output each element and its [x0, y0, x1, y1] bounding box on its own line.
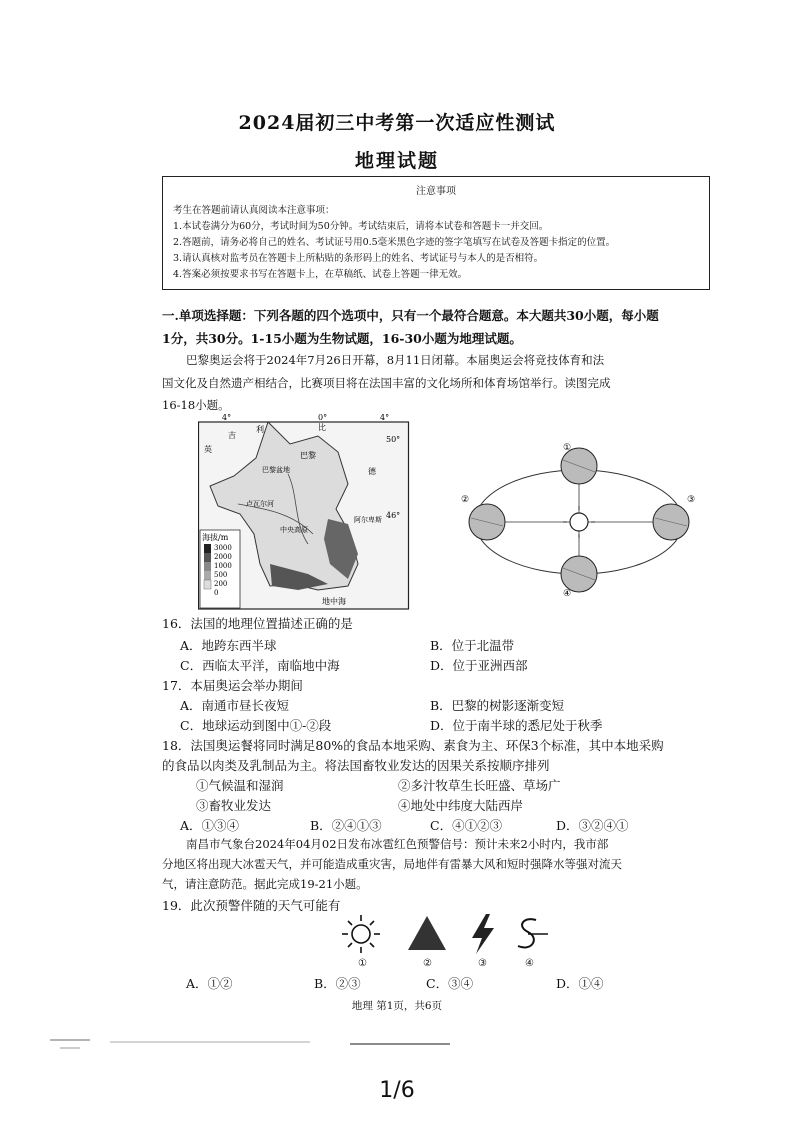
passage-text: 国文化及自然遗产相结合，比赛项目将在法国丰富的文化场所和体育场馆举行。读图完成 [162, 376, 611, 390]
q16-option-a[interactable]: A．地跨东西半球 [180, 638, 277, 653]
q16-option-d[interactable]: D．位于亚洲西部 [430, 658, 528, 673]
map-legend-title: 海拔/m [202, 533, 229, 542]
passage-text: 巴黎奥运会将于2024年7月26日开幕，8月11日闭幕。本届奥运会将竞技体育和法 [186, 353, 605, 367]
map-place-label: 英 [204, 445, 212, 454]
weather-icon-number: ② [423, 958, 432, 969]
q19-option-b[interactable]: B．②③ [314, 976, 361, 991]
map-lon-label: 4° [380, 414, 390, 422]
notice-box [162, 176, 710, 290]
france-map [198, 414, 410, 610]
q17-option-c[interactable]: C．地球运动到图中①-②段 [180, 718, 332, 733]
passage-text: 分地区将出现大冰雹天气，并可能造成重灾害，局地伴有雷暴大风和短时强降水等强对流天 [162, 857, 622, 871]
q17-option-d[interactable]: D．位于南半球的悉尼处于秋季 [430, 718, 603, 733]
q18-item: ③畜牧业发达 [196, 798, 272, 813]
notice-line: 2.答题前，请务必将自己的姓名、考试证号用0.5毫米黑色字迹的签字笔填写在试卷及答题卡指定的位置。 [173, 237, 616, 248]
notice-line: 4.答案必须按要求书写在答题卡上，在草稿纸、试卷上答题一律无效。 [173, 269, 468, 280]
hail-weather-icon [406, 912, 448, 956]
map-place-label: 阿尔卑斯 [354, 516, 382, 524]
q17-option-a[interactable]: A．南通市昼长夜短 [180, 698, 290, 713]
map-lat-label: 46° [386, 511, 401, 520]
map-place-label: 卢瓦尔河 [246, 500, 274, 508]
q18-item: ④地处中纬度大陆西岸 [398, 798, 524, 813]
earth-orbit-diagram [455, 440, 703, 598]
q18-option-c[interactable]: C．④①②③ [430, 818, 503, 833]
thunderstorm-weather-icon [462, 912, 504, 956]
section-intro: 1分，共30分。1-15小题为生物试题，16-30小题为地理试题。 [162, 331, 522, 346]
orbit-position-label: ① [563, 443, 572, 453]
sun-icon [570, 513, 588, 531]
map-place-label: 中央高原 [280, 526, 308, 534]
q19-option-c[interactable]: C．③④ [426, 976, 474, 991]
page-indicator: 1/6 [379, 1078, 415, 1103]
q16-option-c[interactable]: C．西临太平洋，南临地中海 [180, 658, 340, 673]
q18-option-d[interactable]: D．③②④① [556, 818, 629, 833]
notice-line: 考生在答题前请认真阅读本注意事项： [173, 205, 335, 216]
passage-text: 气，请注意防范。据此完成19-21小题。 [162, 877, 368, 891]
q16-option-b[interactable]: B．位于北温带 [430, 638, 515, 653]
q18-item: ①气候温和湿润 [196, 778, 284, 793]
q18-option-a[interactable]: A．①③④ [180, 818, 240, 833]
map-place-label: 地中海 [322, 597, 346, 606]
map-place-label: 利 [256, 425, 264, 434]
map-legend-value: 1000 [214, 562, 232, 570]
map-place-label: 巴黎 [300, 451, 316, 460]
exam-subtitle: 地理试题 [354, 150, 439, 172]
map-place-label: 德 [368, 467, 376, 476]
passage-text: 16-18小题。 [162, 398, 230, 412]
map-place-label: 比 [318, 423, 326, 432]
weather-icon-number: ① [358, 958, 367, 969]
map-lat-label: 50° [386, 435, 401, 444]
notice-line: 3.请认真核对监考员在答题卡上所粘贴的条形码上的姓名、考试证号与本人的是否相符。 [173, 253, 544, 264]
notice-line: 1.本试卷满分为60分，考试时间为50分钟。考试结束后，请将本试卷和答题卡一并交回。 [173, 221, 549, 232]
question-18-stem: 18．法国奥运餐将同时满足80%的食品本地采购、素食为主、环保3个标准，其中本地采购 [162, 738, 664, 753]
weather-icon-number: ④ [525, 958, 534, 969]
section-intro: 一.单项选择题：下列各题的四个选项中，只有一个最符合题意。本大题共30小题，每小题 [162, 308, 659, 323]
map-legend-value: 3000 [214, 544, 232, 552]
map-lon-label: 4° [222, 414, 232, 422]
q18-item: ②多汁牧草生长旺盛、草场广 [398, 778, 561, 793]
map-lon-label: 0° [318, 414, 328, 422]
map-legend-value: 200 [214, 580, 228, 588]
map-legend-value: 2000 [214, 553, 232, 561]
q19-option-d[interactable]: D．①④ [556, 976, 604, 991]
q18-option-b[interactable]: B．②④①③ [310, 818, 382, 833]
question-19-stem: 19．此次预警伴随的天气可能有 [162, 898, 341, 913]
map-legend-value: 500 [214, 571, 228, 579]
scan-artifact [50, 1034, 500, 1054]
question-17-stem: 17．本届奥运会举办期间 [162, 678, 303, 693]
notice-heading: 注意事项 [416, 186, 456, 197]
page-footer: 地理 第1页，共6页 [351, 1000, 443, 1012]
question-18-stem: 的食品以肉类及乳制品为主。将法国畜牧业发达的因果关系按顺序排列 [162, 758, 550, 773]
orbit-position-label: ② [461, 495, 470, 505]
passage-text: 南昌市气象台2024年04月02日发布冰雹红色预警信号：预计未来2小时内，我市部 [186, 837, 609, 851]
map-legend-value: 0 [214, 589, 219, 597]
question-16-stem: 16．法国的地理位置描述正确的是 [162, 616, 353, 631]
q17-option-b[interactable]: B．巴黎的树影逐渐变短 [430, 698, 565, 713]
orbit-position-label: ③ [687, 495, 696, 505]
map-place-label: 吉 [228, 431, 236, 440]
sandstorm-weather-icon [508, 912, 550, 956]
exam-title: 2024届初三中考第一次适应性测试 [238, 112, 556, 134]
weather-icon-number: ③ [478, 958, 487, 969]
q19-option-a[interactable]: A．①② [186, 976, 233, 991]
orbit-position-label: ④ [563, 589, 572, 598]
sunny-weather-icon [340, 912, 382, 956]
map-place-label: 巴黎盆地 [262, 466, 290, 474]
